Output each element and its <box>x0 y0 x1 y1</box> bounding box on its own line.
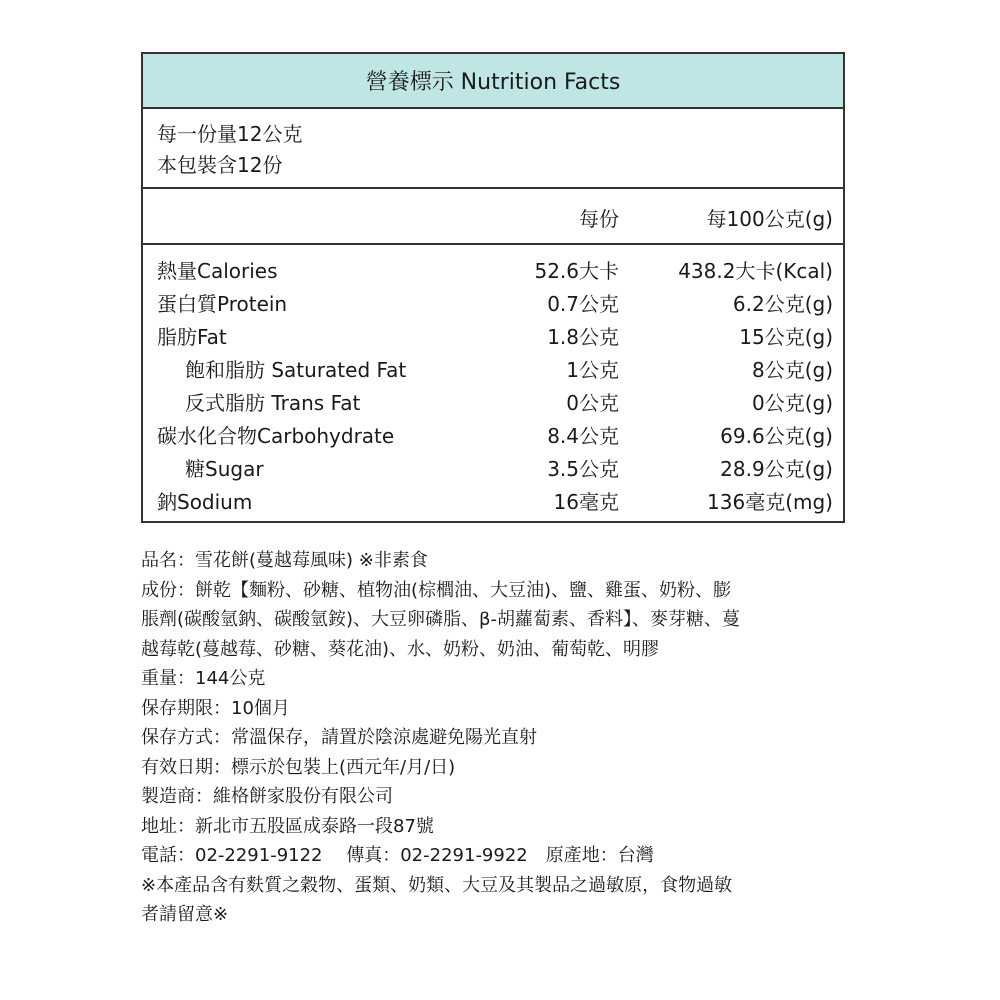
nutrient-name: 熱量Calories <box>157 259 278 283</box>
nutrient-row-carbohydrate <box>143 420 843 453</box>
allergen-warning: ※本產品含有麩質之穀物、蛋類、奶類、大豆及其製品之過敏原，食物過敏 <box>141 874 733 896</box>
nutrient-row-fat <box>143 321 843 354</box>
nutrient-per-100g: 15公克(g) <box>739 325 833 349</box>
nutrient-name: 脂肪Fat <box>157 325 227 349</box>
nutrient-per-serving: 0.7公克 <box>547 292 619 316</box>
ingredients-line: 脹劑(碳酸氫鈉、碳酸氫銨)、大豆卵磷脂、β-胡蘿蔔素、香料】、麥芽糖、蔓 <box>141 609 741 630</box>
nutrient-per-serving: 0公克 <box>566 391 619 415</box>
expiry-date: 有效日期：標示於包裝上(西元年/月/日) <box>141 756 456 778</box>
nutrient-name: 鈉Sodium <box>157 490 253 514</box>
nutrient-per-100g: 6.2公克(g) <box>732 292 833 316</box>
nutrient-name: 飽和脂肪 Saturated Fat <box>185 358 407 382</box>
nutrient-per-serving: 52.6大卡 <box>534 259 619 283</box>
nutrient-name: 蛋白質Protein <box>157 292 288 316</box>
allergen-warning: 者請留意※ <box>141 904 229 925</box>
storage-method: 保存方式：常溫保存，請置於陰涼處避免陽光直射 <box>141 727 537 748</box>
contact-info: 電話：02-2291-9122 傳真：02-2291-9922 原產地：台灣 <box>141 845 654 866</box>
nutrient-row-sodium <box>143 486 843 519</box>
ingredients-line: 越莓乾(蔓越莓、砂糖、葵花油)、水、奶粉、奶油、葡萄乾、明膠 <box>141 638 660 660</box>
nutrient-per-serving: 8.4公克 <box>547 424 619 448</box>
address: 地址：新北市五股區成泰路一段87號 <box>141 815 434 837</box>
nutrient-row-saturated-fat <box>143 354 843 387</box>
nutrition-facts-title: 營養標示 Nutrition Facts <box>143 54 843 109</box>
per-serving-header: 每份 <box>579 207 619 231</box>
nutrient-per-100g: 136毫克(mg) <box>707 490 833 514</box>
product-info <box>141 546 853 930</box>
ingredients-line: 成份：餅乾【麵粉、砂糖、植物油(棕櫚油、大豆油)、鹽、雞蛋、奶粉、膨 <box>141 579 732 601</box>
nutrient-name: 糖Sugar <box>185 457 264 481</box>
column-headers <box>143 189 843 245</box>
nutrient-name: 碳水化合物Carbohydrate <box>157 424 395 448</box>
nutrient-rows <box>143 245 843 519</box>
serving-size: 每一份量12公克 <box>157 122 303 146</box>
nutrient-per-serving: 1公克 <box>566 358 619 382</box>
nutrient-row-protein <box>143 288 843 321</box>
manufacturer: 製造商：維格餅家股份有限公司 <box>141 786 393 807</box>
nutrient-per-100g: 438.2大卡(Kcal) <box>678 259 833 283</box>
nutrient-name: 反式脂肪 Trans Fat <box>185 391 361 415</box>
nutrient-per-100g: 0公克(g) <box>751 391 833 415</box>
nutrient-per-serving: 3.5公克 <box>547 457 619 481</box>
nutrient-per-100g: 8公克(g) <box>751 358 833 382</box>
product-name: 品名：雪花餅(蔓越莓風味) ※非素食 <box>141 550 428 571</box>
nutrient-row-calories <box>143 255 843 288</box>
net-weight: 重量：144公克 <box>141 668 266 689</box>
serving-info <box>143 109 843 189</box>
shelf-life: 保存期限：10個月 <box>141 697 290 719</box>
nutrient-per-100g: 28.9公克(g) <box>720 457 833 481</box>
servings-per-package: 本包裝含12份 <box>157 153 283 177</box>
nutrient-per-serving: 16毫克 <box>553 490 619 514</box>
nutrient-row-trans-fat <box>143 387 843 420</box>
nutrient-row-sugar <box>143 453 843 486</box>
nutrient-per-serving: 1.8公克 <box>547 325 619 349</box>
nutrition-facts-table <box>141 52 845 523</box>
nutrient-per-100g: 69.6公克(g) <box>720 424 833 448</box>
per-100g-header: 每100公克(g) <box>706 207 833 231</box>
